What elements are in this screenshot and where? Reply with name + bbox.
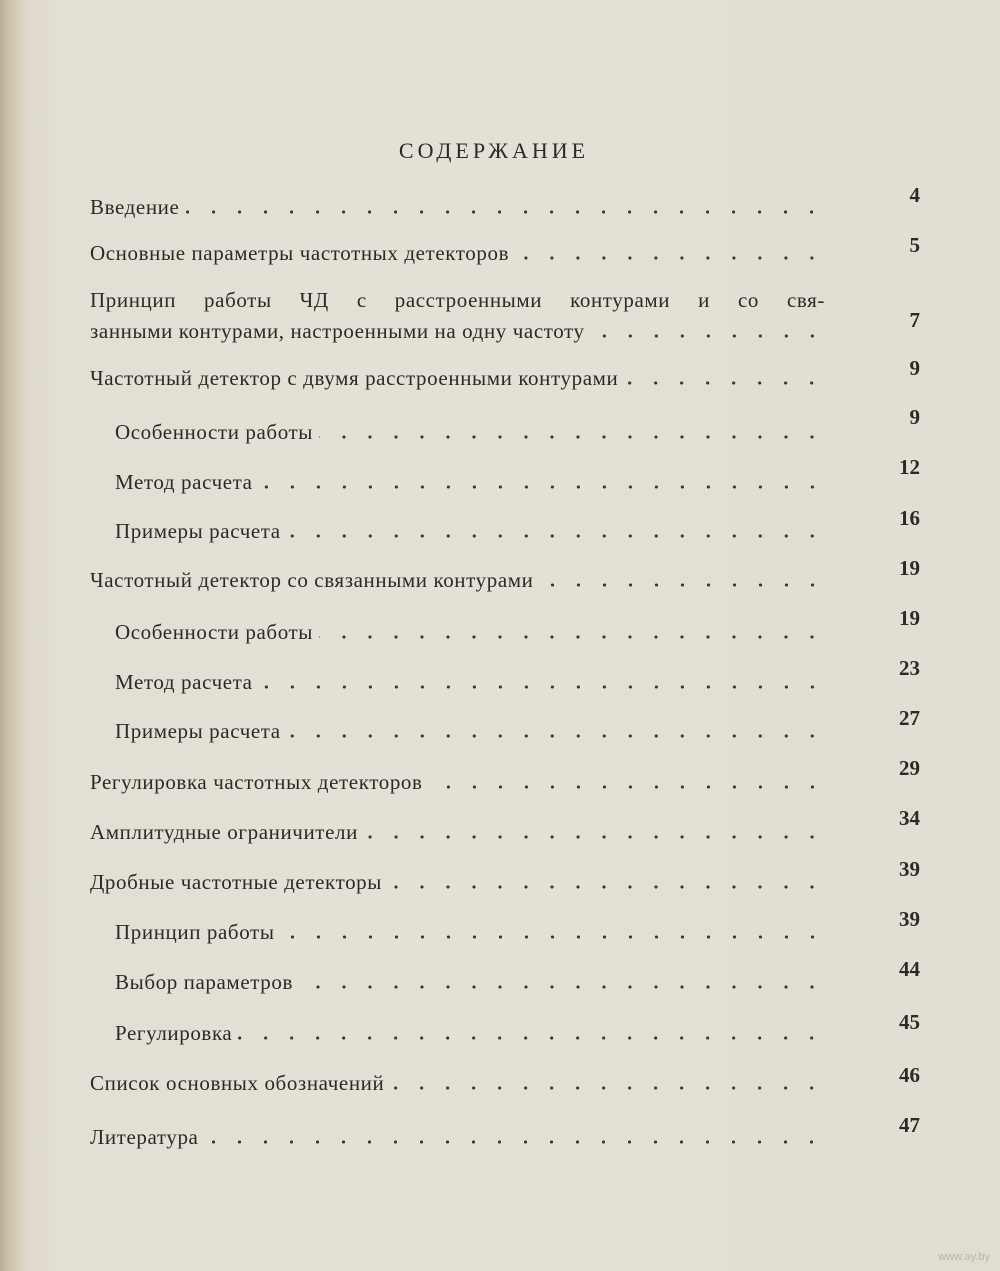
dot-leader [287,534,825,538]
toc-page-number: 47 [899,1113,920,1137]
toc-page-number: 46 [899,1063,920,1087]
dot-leader [281,935,825,939]
toc-entry-label: Список основных обозначений [90,1071,385,1095]
toc-entry-label: Примеры расчета [115,719,281,743]
dot-leader [364,835,825,839]
toc-entry-detuned-circuits-detector [90,364,825,392]
toc-page-number: 9 [909,405,920,429]
toc-entry-label: Особенности работы [115,420,314,444]
toc-entry-operation-features-1 [115,418,825,446]
toc-page-number: 4 [909,183,920,207]
dot-leader [388,885,825,889]
toc-page-number: 27 [899,706,920,730]
dot-leader [319,435,825,439]
dot-leader [259,485,825,489]
dot-leader [287,734,825,738]
toc-entry-main-parameters [90,239,825,267]
toc-entry-operation-features-2 [115,618,825,646]
toc-entry-label: Регулировка [115,1021,233,1045]
site-watermark: www.ay.by [938,1251,990,1263]
toc-entry-label: Принцип работы [115,920,275,944]
toc-entry-coupled-circuits-detector [90,566,825,594]
toc-entry-label: Дробные частотные детекторы [90,870,382,894]
dot-leader [515,256,825,260]
toc-entry-label: Частотный детектор со связанными контурами [90,568,534,592]
toc-page-number: 19 [899,556,920,580]
toc-page-number: 29 [899,756,920,780]
toc-entry-label: Амплитудные ограничители [90,820,358,844]
toc-page-number: 12 [899,455,920,479]
dot-leader [319,635,825,639]
toc-page-number: 39 [899,857,920,881]
toc-entry-label: Введение [90,195,180,219]
dot-leader [591,334,825,338]
toc-entry-calculation-method-1 [115,468,825,496]
toc-entry-ratio-detectors [90,868,825,896]
toc-page-number: 19 [899,606,920,630]
toc-page-number: 9 [909,356,920,380]
toc-entry-label-line2: занными контурами, настроенными на одну частоту [90,319,585,343]
dot-leader [204,1140,825,1144]
toc-entry-parameter-selection [115,968,825,996]
dot-leader [429,785,825,789]
toc-entry-operating-principle-2 [115,918,825,946]
toc-entry-label: Литература [90,1125,199,1149]
dot-leader [624,381,825,385]
dot-leader [238,1036,825,1040]
dot-leader [299,985,825,989]
toc-entry-operating-principle [90,286,825,345]
toc-entry-label: Особенности работы [115,620,314,644]
toc-entry-calculation-examples-1 [115,517,825,545]
dot-leader [259,685,825,689]
toc-entry-label: Примеры расчета [115,519,281,543]
toc-entry-detector-adjustment [90,768,825,796]
toc-page-number: 34 [899,806,920,830]
toc-entry-label: Выбор параметров [115,970,293,994]
toc-title: СОДЕРЖАНИЕ [398,138,590,163]
toc-entry-introduction [90,193,825,221]
toc-entry-label: Метод расчета [115,670,253,694]
toc-page-number: 44 [899,957,920,981]
toc-entry-amplitude-limiters [90,818,825,846]
toc-entry-label: Частотный детектор с двумя расстроенными контурами [90,366,619,390]
toc-entry-label-line1: Принцип работы ЧД с расстроенными контурами и со свя- [90,288,825,312]
toc-page-number: 45 [899,1010,920,1034]
toc-entry-adjustment [115,1019,825,1047]
toc-page-number: 5 [909,233,920,257]
toc-page-number: 39 [899,907,920,931]
toc-entry-symbols-list [90,1069,825,1097]
toc-page-number: 16 [899,506,920,530]
toc-entry-label: Основные параметры частотных детекторов [90,241,510,265]
toc-page-number: 23 [899,656,920,680]
dot-leader [185,210,825,214]
dot-leader [390,1086,825,1090]
toc-page-number: 7 [909,308,920,332]
toc-entry-label: Регулировка частотных детекторов [90,770,423,794]
toc-entry-calculation-examples-2 [115,717,825,745]
toc-entry-calculation-method-2 [115,668,825,696]
toc-entry-label: Метод расчета [115,470,253,494]
dot-leader [540,583,826,587]
toc-entry-literature [90,1123,825,1151]
